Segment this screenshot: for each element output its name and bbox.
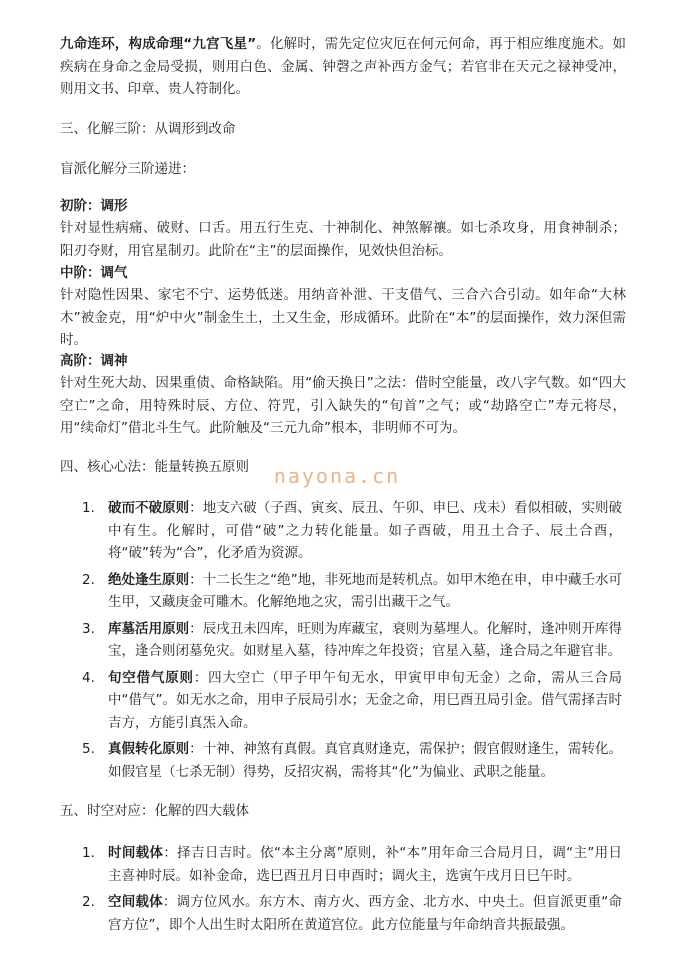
item-title: 真假转化原则 [108, 741, 190, 757]
item-text: ：十神、神煞有真假。真官真财逢克，需保护；假官假财逢生，需转化。如假官星（七杀无制）得势，反招灾祸，需将其“化”为偏业、武职之能量。 [108, 741, 623, 780]
stage2-title: 中阶：调气 [60, 265, 128, 281]
item-number: 5. [82, 741, 95, 757]
item-text: ：地支六破（子酉、寅亥、辰丑、午卯、申巳、戌未）看似相破，实则破中有生。化解时，可借“破”之力转化能量。如子酉破，用丑土合子、辰土合酉，将“破”转为“合”，化矛盾为资源。 [108, 500, 623, 561]
item-text: ：四大空亡（甲子甲午旬无水，甲寅甲申旬无金）之命，需从三合局中“借气”。如无水之命，用申子辰局引水；无金之命，用巳酉丑局引金。借气需择吉时吉方，方能引真炁入命。 [108, 669, 623, 731]
item-number: 2. [82, 894, 95, 910]
watermark: nayona.cn [273, 464, 401, 488]
intro-bold: 九命连环，构成命理“九宫飞星” [60, 36, 257, 52]
list-item [82, 569, 622, 614]
section5-heading: 五、时空对应：化解的四大载体 [60, 803, 249, 819]
intro-text: 。化解时，需先定位灾厄在何元何命，再于相应维度施术。如疾病在身命之金局受损，则用白色、金属、钟磬之声补西方金气；若官非在天元之禄神受冲，则用文书、印章、贵人符制化。 [60, 36, 626, 97]
list-item [82, 618, 622, 663]
stage3-text: 针对生死大劫、因果重债、命格缺陷。用“偷天换日”之法：借时空能量，改八字气数。如“四大空亡”之命，用特殊时辰、方位、符咒，引入缺失的“旬首”之气；或“劫路空亡”寿元将尽，用“续命灯”借北斗生气。此阶触及“三元九命”根本，非明师不可为。 [60, 375, 626, 436]
item-number: 4. [82, 669, 95, 686]
carriers-list [82, 842, 622, 936]
section3-lead: 盲派化解分三阶递进： [60, 161, 195, 177]
item-number: 2. [82, 571, 95, 588]
list-item [82, 842, 622, 887]
item-number: 3. [82, 620, 95, 637]
item-title: 时间载体 [108, 845, 164, 861]
item-text: ：辰戌丑未四库，旺则为库藏宝，衰则为墓埋人。化解时，逢冲则开库得宝，逢合则闭墓免灾。如财星入墓，待冲库之年投资；官星入墓，逢合局之年避官非。 [108, 620, 623, 659]
item-text: ：十二长生之“绝”地，非死地而是转机点。如甲木绝在申，申中藏壬水可生甲，又藏庚金可雕木。化解绝地之灾，需引出藏干之气。 [108, 571, 623, 610]
stage1-text: 针对显性病痛、破财、口舌。用五行生克、十神制化、神煞解禳。如七杀攻身，用食神制杀；阳刃夺财，用官星制刃。此阶在“主”的层面操作，见效快但治标。 [60, 220, 626, 259]
item-title: 旬空借气原则 [108, 669, 194, 686]
intro-paragraph [60, 33, 626, 101]
item-text: ：调方位风水。东方木、南方火、西方金、北方水、中央土。但盲派更重“命宫方位”，即个人出生时太阳所在黄道宫位。此方位能量与年命纳音共振最强。 [108, 894, 622, 933]
section4-heading: 四、核心心法：能量转换五原则 [60, 459, 249, 475]
list-item [82, 497, 622, 565]
item-title: 库墓活用原则 [108, 620, 190, 637]
stage3-title: 高阶：调神 [60, 353, 128, 369]
list-item [82, 667, 622, 735]
item-title: 空间载体 [108, 894, 163, 910]
section3-heading: 三、化解三阶：从调形到改命 [60, 121, 236, 137]
stage2-text: 针对隐性因果、家宅不宁、运势低迷。用纳音补泄、干支借气、三合六合引动。如年命“大林木”被金克，用“炉中火”制金生土，土又生金，形成循环。此阶在“本”的层面操作，效力深但需时。 [60, 287, 626, 348]
item-number: 1. [82, 500, 95, 516]
item-number: 1. [82, 845, 95, 861]
stage1-title: 初阶：调形 [60, 198, 128, 214]
list-item [82, 738, 622, 783]
item-text: ：择吉日吉时。依“本主分离”原则，补“本”用年命三合局月日，调“主”用日主喜神时辰。如补金命，选巳酉丑月日申酉时；调火主，选寅午戌月日巳午时。 [108, 845, 623, 884]
list-item [82, 891, 622, 936]
item-title: 破而不破原则 [108, 500, 190, 516]
item-title: 绝处逢生原则 [108, 571, 190, 588]
principles-list [82, 497, 622, 783]
